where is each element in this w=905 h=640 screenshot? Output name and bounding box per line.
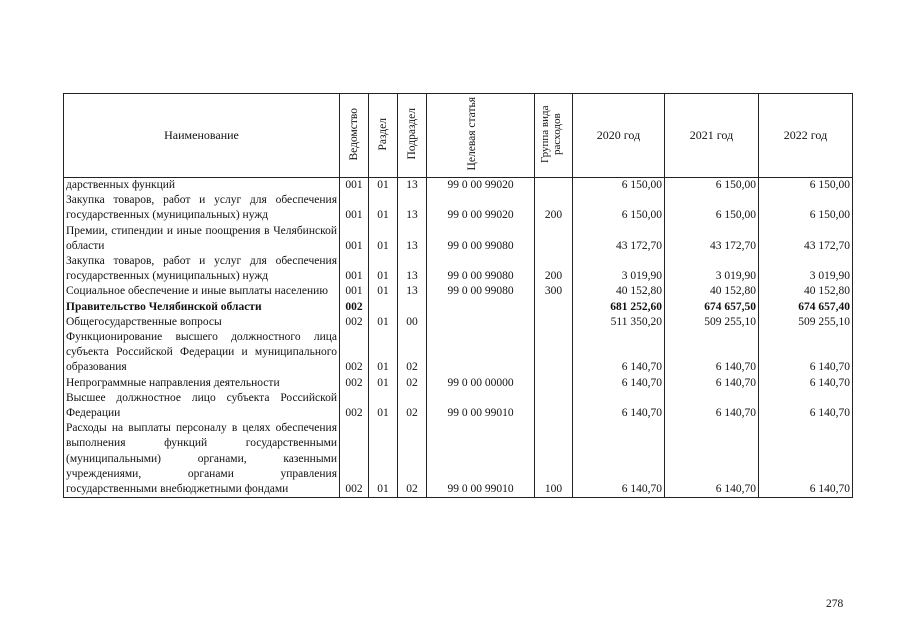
row-2021: 3 019,90 xyxy=(665,254,759,284)
row-vr: 300 xyxy=(535,284,573,299)
row-2021: 6 140,70 xyxy=(665,330,759,376)
row-podr: 02 xyxy=(398,330,427,376)
row-vr xyxy=(535,330,573,376)
table-row xyxy=(64,224,853,254)
row-cs: 99 0 00 99080 xyxy=(427,254,535,284)
header-2022: 2022 год xyxy=(759,94,853,178)
row-razdel: 01 xyxy=(369,315,398,330)
row-ved: 002 xyxy=(340,376,369,391)
page-number: 278 xyxy=(826,598,844,610)
row-2022: 43 172,70 xyxy=(759,224,853,254)
row-2020: 511 350,20 xyxy=(573,315,665,330)
row-vr xyxy=(535,224,573,254)
header-name: Наименование xyxy=(64,94,340,178)
header-razdel: Раздел xyxy=(369,94,398,178)
row-cs: 99 0 00 99010 xyxy=(427,421,535,498)
row-razdel: 01 xyxy=(369,284,398,299)
row-2022: 6 140,70 xyxy=(759,376,853,391)
row-2022: 6 150,00 xyxy=(759,178,853,194)
row-2021: 43 172,70 xyxy=(665,224,759,254)
row-2020: 6 140,70 xyxy=(573,391,665,421)
row-2020: 6 140,70 xyxy=(573,421,665,498)
row-2020: 6 150,00 xyxy=(573,193,665,223)
row-name: Высшее должностное лицо субъекта Российской Федерации xyxy=(64,391,340,421)
row-razdel xyxy=(369,300,398,315)
row-ved: 001 xyxy=(340,224,369,254)
row-2022: 6 150,00 xyxy=(759,193,853,223)
row-2022: 40 152,80 xyxy=(759,284,853,299)
row-vr xyxy=(535,300,573,315)
row-2022: 6 140,70 xyxy=(759,330,853,376)
row-razdel: 01 xyxy=(369,391,398,421)
row-vr xyxy=(535,376,573,391)
row-2020: 681 252,60 xyxy=(573,300,665,315)
header-podrazdel: Подраздел xyxy=(398,94,427,178)
table-row xyxy=(64,376,853,391)
header-vedomstvo: Ведомство xyxy=(340,94,369,178)
row-vr: 200 xyxy=(535,193,573,223)
row-podr: 13 xyxy=(398,284,427,299)
row-2020: 6 150,00 xyxy=(573,178,665,194)
row-2020: 6 140,70 xyxy=(573,330,665,376)
row-vr: 100 xyxy=(535,421,573,498)
row-name: Расходы на выплаты персоналу в целях обеспечения выполнения функций государственными (муниципальными) органами, казенными учреждениями, органами управления государственными внебюджетными фондами xyxy=(64,421,340,498)
table-row xyxy=(64,284,853,299)
row-cs xyxy=(427,300,535,315)
row-name: Непрограммные направления деятельности xyxy=(64,376,340,391)
row-razdel: 01 xyxy=(369,178,398,194)
row-ved: 002 xyxy=(340,315,369,330)
row-cs xyxy=(427,330,535,376)
row-podr: 02 xyxy=(398,421,427,498)
row-podr: 13 xyxy=(398,224,427,254)
table-row xyxy=(64,315,853,330)
row-ved: 002 xyxy=(340,391,369,421)
row-2021: 509 255,10 xyxy=(665,315,759,330)
table-row xyxy=(64,330,853,376)
row-name: дарственных функций xyxy=(64,178,340,194)
row-ved: 001 xyxy=(340,284,369,299)
table-row xyxy=(64,193,853,223)
row-2020: 40 152,80 xyxy=(573,284,665,299)
row-2022: 509 255,10 xyxy=(759,315,853,330)
row-razdel: 01 xyxy=(369,254,398,284)
table-row xyxy=(64,391,853,421)
row-ved: 002 xyxy=(340,421,369,498)
row-2021: 6 150,00 xyxy=(665,193,759,223)
row-2022: 6 140,70 xyxy=(759,391,853,421)
row-razdel: 01 xyxy=(369,330,398,376)
row-name: Общегосударственные вопросы xyxy=(64,315,340,330)
row-ved: 001 xyxy=(340,193,369,223)
row-name: Правительство Челябинской области xyxy=(64,300,340,315)
row-2021: 6 150,00 xyxy=(665,178,759,194)
row-podr xyxy=(398,300,427,315)
header-2020: 2020 год xyxy=(573,94,665,178)
row-cs xyxy=(427,315,535,330)
row-2022: 674 657,40 xyxy=(759,300,853,315)
budget-table xyxy=(63,93,853,498)
header-2021: 2021 год xyxy=(665,94,759,178)
table-row xyxy=(64,178,853,194)
header-gruppa: Группа вида расходов xyxy=(535,94,573,178)
row-2022: 3 019,90 xyxy=(759,254,853,284)
header-celevaya: Целевая статья xyxy=(427,94,535,178)
row-ved: 001 xyxy=(340,254,369,284)
row-ved: 002 xyxy=(340,330,369,376)
table-row xyxy=(64,254,853,284)
row-2021: 6 140,70 xyxy=(665,421,759,498)
row-name: Премии, стипендии и иные поощрения в Челябинской области xyxy=(64,224,340,254)
row-cs: 99 0 00 00000 xyxy=(427,376,535,391)
row-name: Закупка товаров, работ и услуг для обеспечения государственных (муниципальных) нужд xyxy=(64,254,340,284)
row-2020: 43 172,70 xyxy=(573,224,665,254)
row-podr: 00 xyxy=(398,315,427,330)
row-podr: 02 xyxy=(398,376,427,391)
row-cs: 99 0 00 99020 xyxy=(427,193,535,223)
row-2021: 6 140,70 xyxy=(665,391,759,421)
row-2021: 674 657,50 xyxy=(665,300,759,315)
row-podr: 02 xyxy=(398,391,427,421)
row-podr: 13 xyxy=(398,254,427,284)
row-podr: 13 xyxy=(398,193,427,223)
row-vr xyxy=(535,315,573,330)
row-cs: 99 0 00 99020 xyxy=(427,178,535,194)
row-name: Закупка товаров, работ и услуг для обеспечения государственных (муниципальных) нужд xyxy=(64,193,340,223)
row-vr: 200 xyxy=(535,254,573,284)
row-name: Социальное обеспечение и иные выплаты населению xyxy=(64,284,340,299)
row-cs: 99 0 00 99080 xyxy=(427,284,535,299)
row-razdel: 01 xyxy=(369,193,398,223)
row-ved: 001 xyxy=(340,178,369,194)
row-name: Функционирование высшего должностного лица субъекта Российской Федерации и муниципального образования xyxy=(64,330,340,376)
row-cs: 99 0 00 99080 xyxy=(427,224,535,254)
row-2021: 6 140,70 xyxy=(665,376,759,391)
row-cs: 99 0 00 99010 xyxy=(427,391,535,421)
row-razdel: 01 xyxy=(369,376,398,391)
row-razdel: 01 xyxy=(369,224,398,254)
row-ved: 002 xyxy=(340,300,369,315)
table-row xyxy=(64,300,853,315)
row-podr: 13 xyxy=(398,178,427,194)
row-2021: 40 152,80 xyxy=(665,284,759,299)
header-row xyxy=(64,94,853,178)
table-row xyxy=(64,421,853,498)
row-razdel: 01 xyxy=(369,421,398,498)
row-vr xyxy=(535,391,573,421)
row-2020: 6 140,70 xyxy=(573,376,665,391)
row-vr xyxy=(535,178,573,194)
row-2020: 3 019,90 xyxy=(573,254,665,284)
row-2022: 6 140,70 xyxy=(759,421,853,498)
